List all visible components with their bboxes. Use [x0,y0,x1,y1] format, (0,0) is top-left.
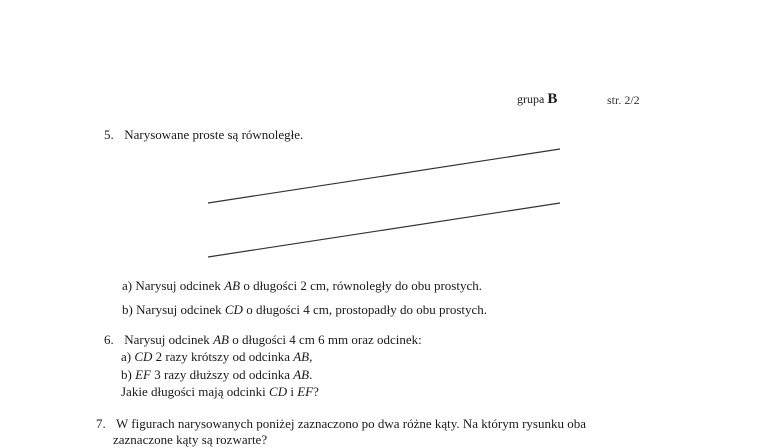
segment-cd: CD [224,302,243,317]
task-6b [121,367,312,383]
task-7-line-2: zaznaczone kąty są rozwarte? [113,432,268,447]
task-6b-label: b) [121,367,132,382]
page-number: str. 2/2 [607,93,640,107]
task-5a-text-start: a) Narysuj odcinek [122,278,221,293]
segment-ab: AB [293,349,310,364]
task-5b [122,302,487,318]
segment-ab: AB [224,278,241,293]
task-6b-text: 3 razy dłuższy od odcinka [154,367,290,382]
task-5-text: Narysowane proste są równoległe. [124,127,304,142]
task-5a [122,278,482,294]
segment-ab: AB [293,367,310,382]
segment-cd: CD [269,384,288,399]
task-6-number: 6. [104,332,114,347]
segment-ef: EF [297,384,314,399]
task-6-question-mark: ? [313,384,319,399]
segment-ef: EF [135,367,151,382]
task-6-title [104,332,422,348]
task-5a-text-end: o długości 2 cm, równoległy do obu prostych. [243,278,482,293]
task-7-number: 7. [96,416,106,431]
task-6-text-start: Narysuj odcinek [124,332,210,347]
task-6-text-end: o długości 4 cm 6 mm oraz odcinek: [232,332,422,347]
task-5b-text-end: o długości 4 cm, prostopadły do obu prostych. [246,302,488,317]
task-6a-punct: , [309,349,313,364]
task-6a-text: 2 razy krótszy od odcinka [155,349,290,364]
task-6-question [121,384,319,400]
task-5b-text-start: b) Narysuj odcinek [122,302,222,317]
parallel-line-upper [208,149,560,203]
task-6a [121,349,312,365]
parallel-line-lower [208,203,560,257]
group-word: grupa [517,92,545,106]
segment-ab: AB [213,332,229,347]
task-5-number: 5. [104,127,114,142]
task-6-question-text: Jakie długości mają odcinki [121,384,266,399]
task-6a-label: a) [121,349,132,364]
task-7-text-1: W figurach narysowanych poniżej zaznaczono po dwa różne kąty. Na którym rysunku oba [116,416,587,431]
task-7-line-1 [96,416,586,432]
task-6-question-and: i [290,384,294,399]
task-6b-punct: . [309,367,313,382]
segment-cd: CD [134,349,153,364]
group-letter: B [547,91,558,107]
